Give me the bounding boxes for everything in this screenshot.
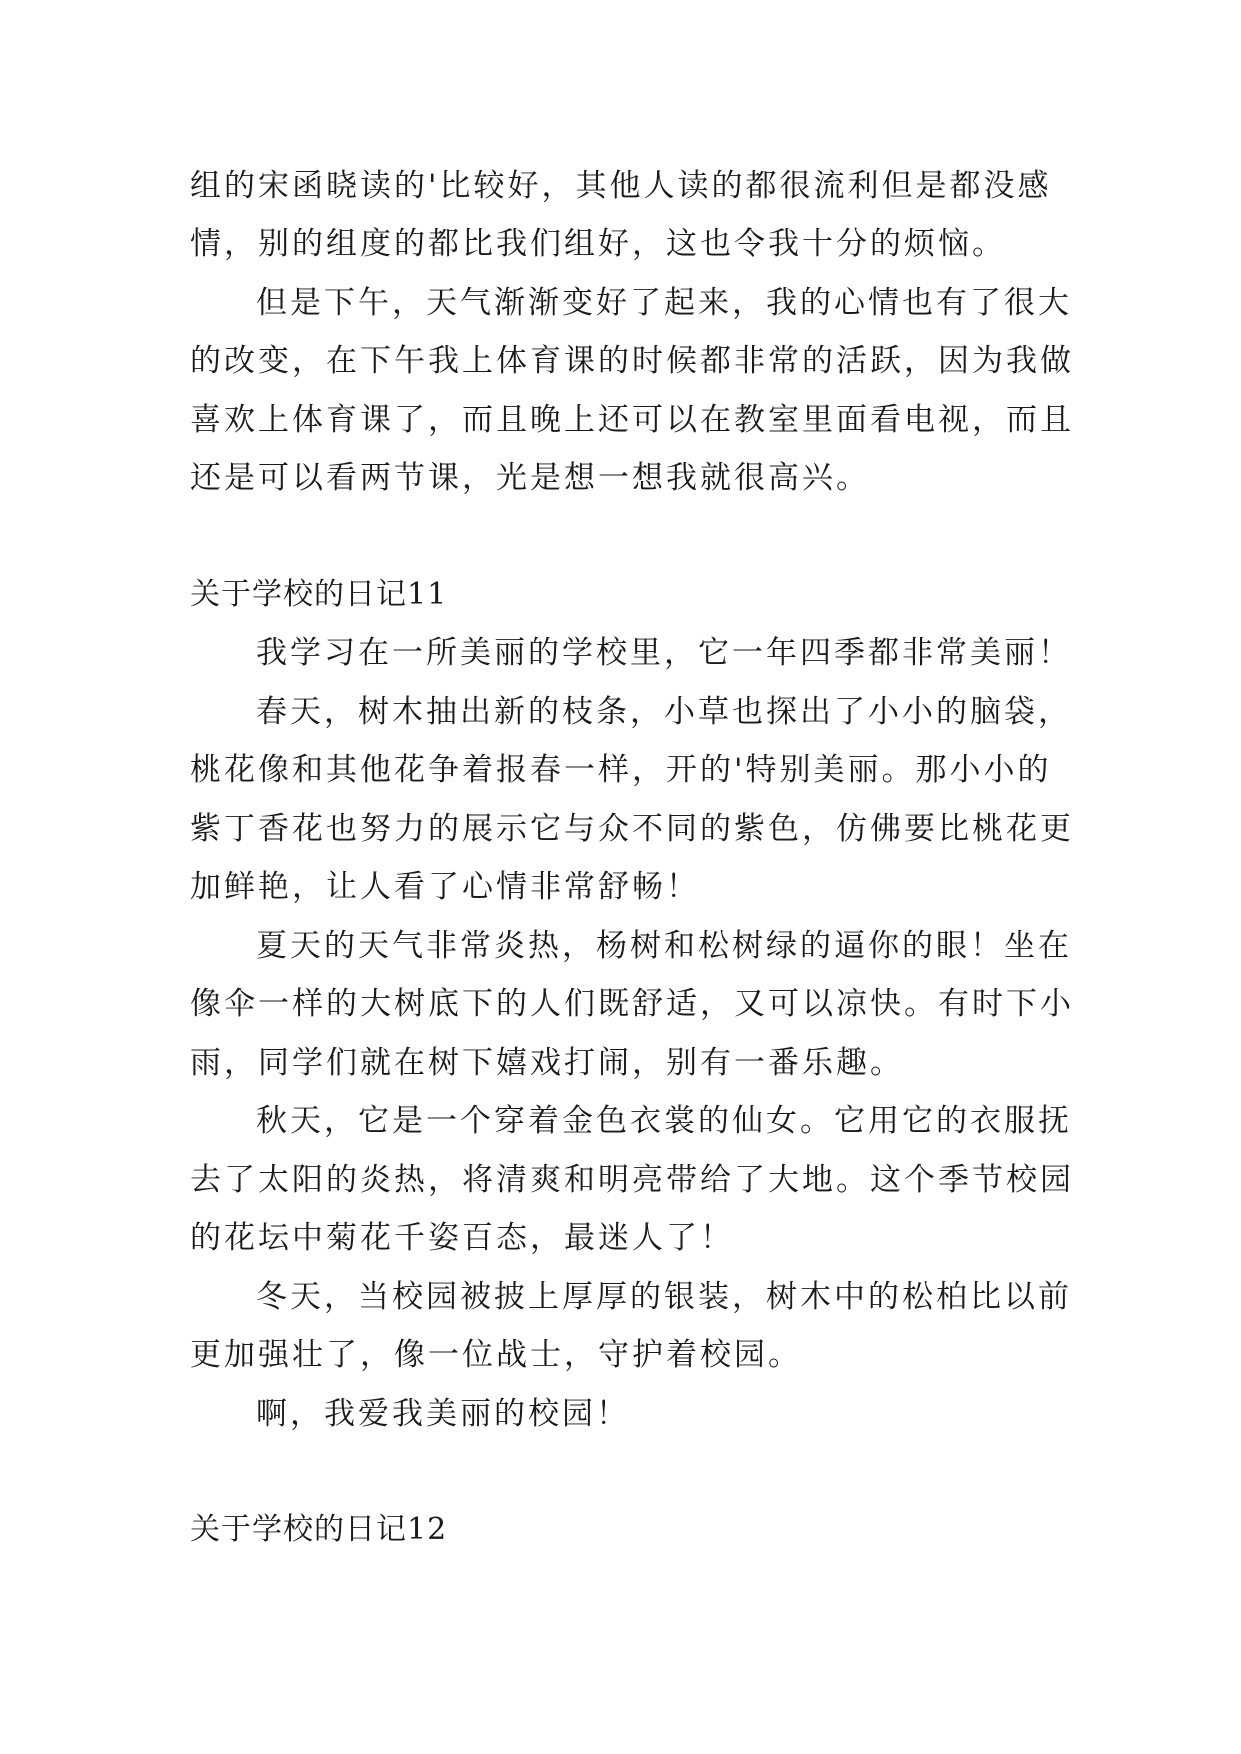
paragraph-line: 秋天，它是一个穿着金色衣裳的仙女。它用它的衣服抚 [256, 1103, 1072, 1139]
paragraph-line: 像伞一样的大树底下的人们既舒适，又可以凉快。有时下小 [190, 986, 1074, 1022]
paragraph-line: 我学习在一所美丽的学校里，它一年四季都非常美丽！ [256, 635, 1072, 671]
paragraph-line: 啊，我爱我美丽的校园！ [256, 1396, 630, 1432]
paragraph-line: 更加强壮了，像一位战士，守护着校园。 [190, 1337, 802, 1373]
paragraph-line: 夏天的天气非常炎热，杨树和松树绿的逼你的眼！坐在 [256, 928, 1072, 964]
section-heading: 关于学校的日记12 [190, 1512, 448, 1547]
paragraph-line: 还是可以看两节课，光是想一想我就很高兴。 [190, 460, 870, 496]
section-heading: 关于学校的日记11 [190, 577, 448, 612]
paragraph-line: 加鲜艳，让人看了心情非常舒畅！ [190, 869, 700, 905]
paragraph-line: 冬天，当校园被披上厚厚的银装，树木中的松柏比以前 [256, 1279, 1072, 1315]
paragraph-line: 但是下午，天气渐渐变好了起来，我的心情也有了很大 [256, 285, 1072, 321]
paragraph-line: 雨，同学们就在树下嬉戏打闹，别有一番乐趣。 [190, 1045, 904, 1081]
paragraph-line: 紫丁香花也努力的展示它与众不同的紫色，仿佛要比桃花更 [190, 811, 1074, 847]
paragraph-line: 的花坛中菊花千姿百态，最迷人了！ [190, 1220, 734, 1256]
paragraph-line: 组的宋函晓读的'比较好，其他人读的都很流利但是都没感 [190, 168, 1052, 204]
paragraph-line: 桃花像和其他花争着报春一样，开的'特别美丽。那小小的 [190, 752, 1052, 788]
paragraph-line: 情，别的组度的都比我们组好，这也令我十分的烦恼。 [190, 226, 1006, 262]
paragraph-line: 去了太阳的炎热，将清爽和明亮带给了大地。这个季节校园 [190, 1162, 1074, 1198]
paragraph-line: 春天，树木抽出新的枝条，小草也探出了小小的脑袋， [256, 694, 1072, 730]
paragraph-line: 喜欢上体育课了，而且晚上还可以在教室里面看电视，而且 [190, 402, 1074, 438]
paragraph-line: 的改变，在下午我上体育课的时候都非常的活跃，因为我做 [190, 343, 1074, 379]
